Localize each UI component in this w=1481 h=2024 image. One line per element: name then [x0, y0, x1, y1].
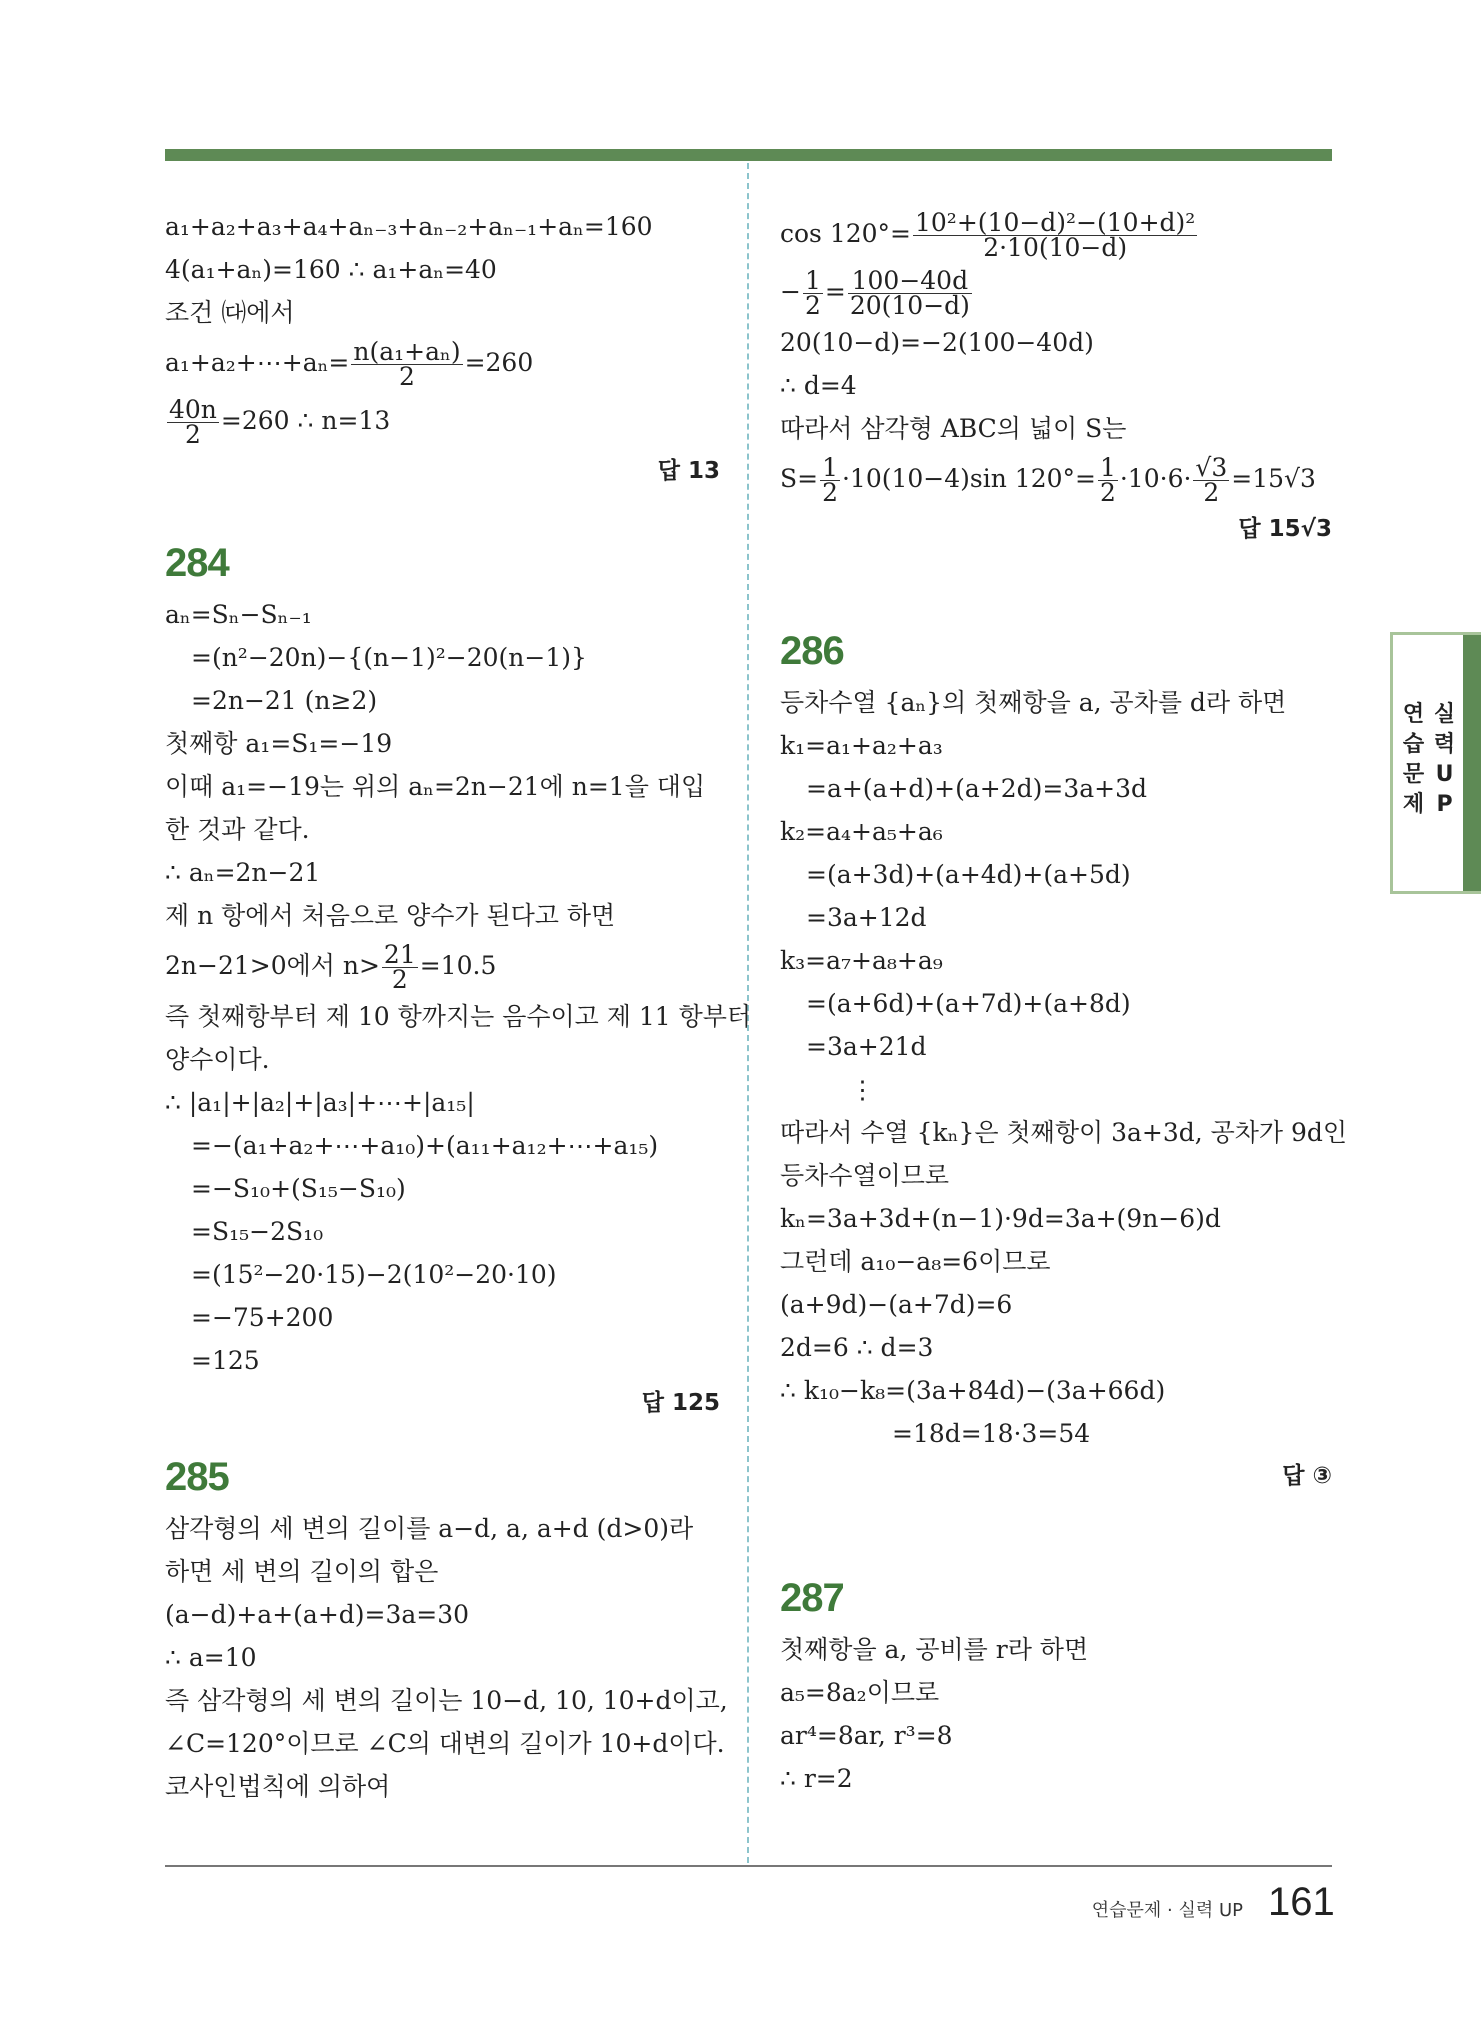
left-column: [165, 205, 752, 1808]
formula-text: =10.5: [419, 951, 497, 980]
solution-line: 조건 ㈐에서: [165, 298, 295, 327]
fraction-denominator: 2: [399, 362, 415, 391]
solution-line: ar⁴=8ar, r³=8: [780, 1721, 953, 1750]
solution-line: =(n²−20n)−{(n−1)²−20(n−1)}: [191, 643, 587, 672]
solution-line: =−75+200: [191, 1303, 334, 1332]
solution-line: =18d=18·3=54: [892, 1419, 1091, 1448]
solution-line: k₂=a₄+a₅+a₆: [780, 817, 943, 846]
solution-line: a₁+a₂+a₃+a₄+aₙ₋₃+aₙ₋₂+aₙ₋₁+aₙ=160: [165, 212, 653, 241]
fraction-numerator: 21: [383, 940, 416, 969]
fraction-denominator: 2: [822, 478, 838, 507]
side-tab-char: 력: [1433, 732, 1456, 757]
solution-line: kₙ=3a+3d+(n−1)·9d=3a+(9n−6)d: [780, 1204, 1221, 1233]
solution-line: ∴ aₙ=2n−21: [165, 858, 321, 887]
formula-text: cos 120°=: [780, 219, 911, 248]
formula-text: ·10(10−4)sin 120°=: [841, 464, 1096, 493]
inequality-line: [165, 937, 720, 995]
fraction: [351, 337, 462, 391]
solution-line: =(a+3d)+(a+4d)+(a+5d): [806, 860, 1131, 889]
fraction: [1098, 453, 1118, 507]
side-tab-accent-bar: [1463, 635, 1481, 891]
solution-line: 4(a₁+aₙ)=160 ∴ a₁+aₙ=40: [165, 255, 497, 284]
problem-number-284: 284: [165, 541, 229, 585]
solution-line: 따라서 삼각형 ABC의 넓이 S는: [780, 414, 1127, 443]
side-tab-char: 연: [1402, 702, 1425, 727]
formula-text: −: [780, 277, 801, 306]
problem-number-285: 285: [165, 1455, 229, 1499]
side-tab-char: P: [1436, 792, 1453, 817]
fraction-numerator: 10²+(10−d)²−(10+d)²: [915, 208, 1196, 237]
solution-line: 한 것과 같다.: [165, 815, 310, 844]
fraction: [913, 208, 1197, 262]
formula-text: =15√3: [1231, 464, 1316, 493]
solution-line: ∴ a=10: [165, 1643, 257, 1672]
n-formula-line: [165, 392, 720, 450]
answer-284: 답 125: [641, 1390, 720, 1416]
fraction: [848, 266, 972, 320]
solution-line: =−(a₁+a₂+⋯+a₁₀)+(a₁₁+a₁₂+⋯+a₁₅): [191, 1131, 659, 1160]
cosine-law-line: [780, 205, 1332, 263]
area-formula-line: [780, 450, 1332, 508]
fraction-denominator: 2: [185, 420, 201, 449]
side-tab-char: 문: [1402, 762, 1425, 787]
solution-line: k₁=a₁+a₂+a₃: [780, 731, 943, 760]
solution-line: 첫째항을 a, 공비를 r라 하면: [780, 1635, 1089, 1664]
fraction: [167, 395, 219, 449]
solution-line: =(a+6d)+(a+7d)+(a+8d): [806, 989, 1131, 1018]
solution-line: 등차수열 {aₙ}의 첫째항을 a, 공차를 d라 하면: [780, 688, 1287, 717]
solution-line: 즉 삼각형의 세 변의 길이는 10−d, 10, 10+d이고,: [165, 1686, 728, 1715]
formula-text: =260: [464, 348, 534, 377]
fraction-denominator: 2: [391, 965, 408, 994]
solution-line: 삼각형의 세 변의 길이를 a−d, a, a+d (d>0)라: [165, 1514, 694, 1543]
solution-line: ∴ k₁₀−k₈=(3a+84d)−(3a+66d): [780, 1376, 1166, 1405]
solution-line: 즉 첫째항부터 제 10 항까지는 음수이고 제 11 항부터: [165, 1002, 752, 1031]
fraction-numerator: 40n: [169, 395, 217, 424]
fraction-numerator: 1: [1099, 453, 1116, 482]
fraction-numerator: √3: [1195, 453, 1228, 482]
vertical-ellipsis: ⋮: [850, 1075, 875, 1104]
side-tab-char: U: [1435, 762, 1454, 787]
solution-line: ∴ |a₁|+|a₂|+|a₃|+⋯+|a₁₅|: [165, 1088, 475, 1117]
fraction-denominator: 2: [1099, 478, 1116, 507]
solution-line: =a+(a+d)+(a+2d)=3a+3d: [806, 774, 1147, 803]
solution-line: 첫째항 a₁=S₁=−19: [165, 729, 393, 758]
solution-line: (a+9d)−(a+7d)=6: [780, 1290, 1013, 1319]
solution-line: 하면 세 변의 길이의 합은: [165, 1557, 439, 1586]
solution-line: =3a+21d: [806, 1032, 927, 1061]
side-tab-char: 제: [1402, 792, 1425, 817]
solution-line: 20(10−d)=−2(100−40d): [780, 328, 1094, 357]
solution-line: =125: [191, 1346, 260, 1375]
formula-text: a₁+a₂+⋯+aₙ=: [165, 348, 350, 377]
problem-number-287: 287: [780, 1576, 844, 1620]
solution-line: ∠C=120°이므로 ∠C의 대변의 길이가 10+d이다.: [165, 1729, 725, 1758]
formula-text: =: [824, 277, 846, 306]
fraction-numerator: 100−40d: [848, 269, 972, 294]
solution-line: 코사인법칙에 의하여: [165, 1772, 391, 1801]
solution-line: =−S₁₀+(S₁₅−S₁₀): [191, 1174, 406, 1203]
solution-line: =S₁₅−2S₁₀: [191, 1217, 324, 1246]
solution-line: =(15²−20·15)−2(10²−20·10): [191, 1260, 557, 1289]
bottom-rule: [165, 1865, 1332, 1867]
half-equation-line: [780, 263, 1332, 321]
formula-text: ·10·6·: [1119, 464, 1192, 493]
top-accent-bar: [165, 149, 1332, 161]
sum-formula-line: [165, 334, 720, 392]
side-tab-label: [1398, 700, 1460, 820]
answer-283: 답 13: [657, 458, 720, 484]
solution-line: 양수이다.: [165, 1045, 270, 1074]
answer-286: 답 ③: [1282, 1463, 1332, 1489]
page-number: 161: [1268, 1880, 1335, 1924]
fraction-denominator: 2: [804, 291, 821, 320]
solution-line: ∴ d=4: [780, 371, 857, 400]
solution-line: =3a+12d: [806, 903, 927, 932]
solution-line: 2d=6 ∴ d=3: [780, 1333, 934, 1362]
solution-line: (a−d)+a+(a+d)=3a=30: [165, 1600, 470, 1629]
fraction-denominator: 20(10−d): [849, 291, 970, 320]
solution-line: 그런데 a₁₀−a₈=6이므로: [780, 1247, 1051, 1276]
side-tab-char: 실: [1433, 702, 1456, 727]
fraction: [382, 940, 418, 994]
fraction-denominator: 2·10(10−d): [983, 233, 1128, 262]
answer-285: 답 15√3: [1238, 516, 1332, 542]
footer-section-label: 연습문제 · 실력 UP: [1091, 1900, 1243, 1921]
fraction-numerator: 1: [822, 453, 838, 482]
solution-line: =2n−21 (n≥2): [191, 686, 378, 715]
solution-line: ∴ r=2: [780, 1764, 853, 1793]
solution-line: k₃=a₇+a₈+a₉: [780, 946, 943, 975]
solution-line: 따라서 수열 {kₙ}은 첫째항이 3a+3d, 공차가 9d인: [780, 1118, 1348, 1147]
formula-text: =260 ∴ n=13: [220, 406, 391, 435]
solution-line: 등차수열이므로: [780, 1161, 950, 1190]
solution-line: 제 n 항에서 처음으로 양수가 된다고 하면: [165, 901, 616, 930]
fraction-numerator: 1: [804, 266, 821, 295]
side-tab-char: 습: [1402, 732, 1425, 757]
fraction-numerator: n(a₁+aₙ): [353, 337, 461, 366]
solution-line: 이때 a₁=−19는 위의 aₙ=2n−21에 n=1을 대입: [165, 772, 706, 801]
fraction: [1193, 453, 1229, 507]
fraction: [803, 266, 823, 320]
problem-number-286: 286: [780, 629, 844, 673]
formula-text: S=: [780, 464, 819, 493]
right-column: [780, 205, 1348, 1800]
formula-text: 2n−21>0에서 n>: [165, 951, 380, 980]
fraction: [820, 453, 840, 507]
solution-line: aₙ=Sₙ−Sₙ₋₁: [165, 600, 312, 629]
fraction-denominator: 2: [1203, 478, 1220, 507]
solution-line: a₅=8a₂이므로: [780, 1678, 940, 1707]
